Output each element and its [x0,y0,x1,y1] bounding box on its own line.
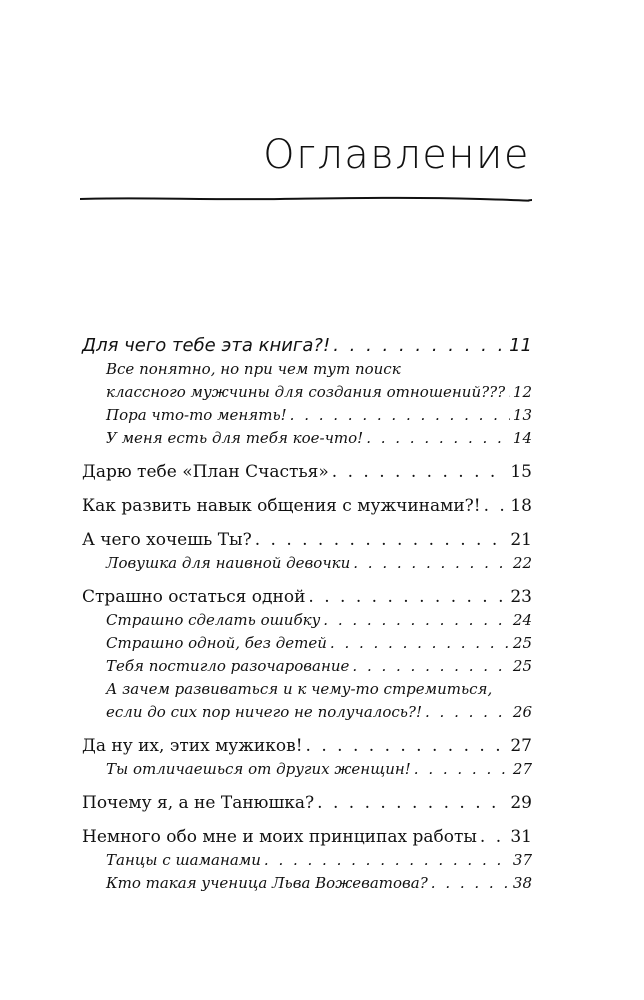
toc-chapter [82,494,532,518]
page-number: 12 [512,383,532,401]
page-number: 26 [512,703,532,721]
page-number: 15 [510,462,532,482]
toc-entry-title: Тебя постигло разочарование [106,657,350,675]
toc-chapter [82,791,532,815]
toc-entry-title: У меня есть для тебя кое-что! [106,429,364,447]
toc-entry-title: Пора что-то менять! [106,406,287,424]
toc-chapter [82,734,532,758]
dot-leader [290,404,510,427]
toc-entry-title: Кто такая ученица Льва Вожеватова? [106,874,428,892]
dot-leader [306,734,508,758]
dot-leader [414,758,510,781]
dot-leader [366,427,510,450]
page-number: 27 [512,760,532,778]
toc-section [82,404,532,427]
dot-leader [353,552,510,575]
toc-entry-title: Для чего тебе эта книга?! [82,335,331,356]
page-number: 24 [512,611,532,629]
toc-entry-title: Немного обо мне и моих принципах работы [82,827,477,847]
toc-entry-title: А чего хочешь Ты? [82,530,252,550]
toc-entry-title: классного мужчины для создания отношений??? [106,383,506,401]
toc-entry-title: Страшно сделать ошибку [106,611,321,629]
dot-leader [323,609,510,632]
toc-entry-title-line: А зачем развиваться и к чему-то стремиться, [106,680,493,698]
toc-section [82,552,532,575]
toc-entry-title: Как развить навык общения с мужчинами?! [82,496,481,516]
dot-leader [317,791,507,815]
dot-leader [255,528,508,552]
toc-entry-title: Дарю тебе «План Счастья» [82,462,329,482]
dot-leader [330,632,510,655]
dot-leader [431,872,510,895]
page-title: Оглавление [263,132,530,178]
dot-leader [352,655,510,678]
toc-section [82,678,532,724]
page-number: 11 [509,335,532,356]
page-number: 14 [512,429,532,447]
page-number: 13 [512,406,532,424]
toc-section [82,427,532,450]
toc-entry-title: если до сих пор ничего не получалось?! [106,703,423,721]
dot-leader [480,825,507,849]
page-number: 27 [510,736,532,756]
toc-chapter [82,460,532,484]
toc-entry-title: Да ну их, этих мужиков! [82,736,303,756]
dot-leader [484,494,508,518]
toc-chapter [82,528,532,552]
page-number: 29 [510,793,532,813]
toc-entry-title: Ты отличаешься от других женщин! [106,760,411,778]
dot-leader [332,460,508,484]
page-number: 21 [510,530,532,550]
toc-entry-title: Страшно остаться одной [82,587,306,607]
page-number: 25 [512,657,532,675]
toc-section [82,872,532,895]
toc-section [82,358,532,404]
dot-leader [425,701,510,724]
toc-section [82,849,532,872]
dot-leader [508,381,510,404]
page-number: 31 [510,827,532,847]
toc-chapter [82,585,532,609]
toc-chapter [82,334,532,358]
page-number: 18 [510,496,532,516]
dot-leader [333,334,506,358]
toc-section [82,609,532,632]
dot-leader [264,849,510,872]
dot-leader [308,585,507,609]
toc-entry-title: Танцы с шаманами [106,851,261,869]
toc-entry-title-line: Все понятно, но при чем тут поиск [106,360,401,378]
table-of-contents [82,334,532,895]
page-number: 25 [512,634,532,652]
toc-section [82,632,532,655]
page-number: 22 [512,554,532,572]
toc-entry-title: Страшно одной, без детей [106,634,327,652]
toc-entry-title: Почему я, а не Танюшка? [82,793,315,813]
toc-section [82,758,532,781]
page-number: 23 [510,587,532,607]
title-underline [80,192,532,206]
toc-entry-title: Ловушка для наивной девочки [106,554,351,572]
page-number: 38 [512,874,532,892]
toc-section [82,655,532,678]
page-number: 37 [512,851,532,869]
toc-chapter [82,825,532,849]
